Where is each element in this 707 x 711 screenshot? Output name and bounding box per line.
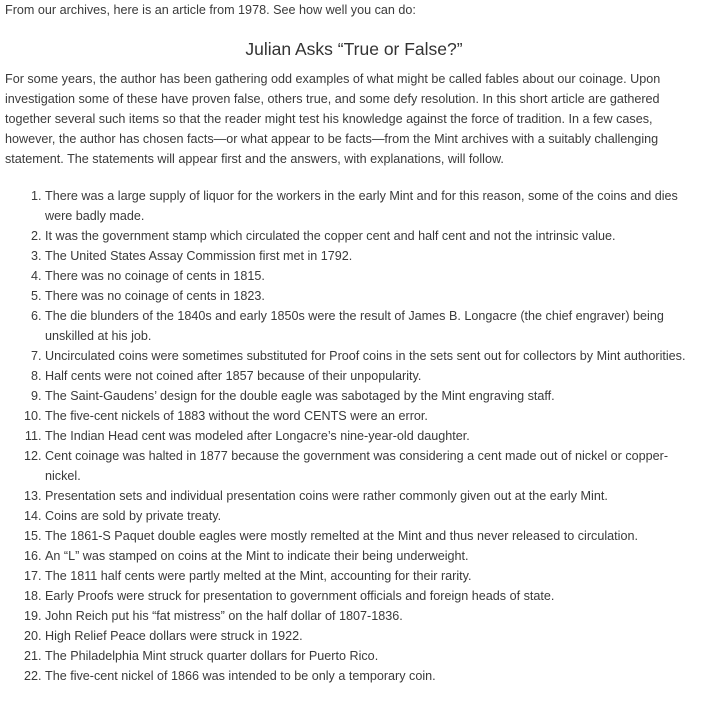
statement-item: 16. An “L” was stamped on coins at the Mint to indicate their being underweight.	[45, 546, 703, 566]
statement-item: 6. The die blunders of the 1840s and early 1850s were the result of James B. Longacre (the chief engraver) being unskilled at his job.	[45, 306, 703, 346]
statement-item: 11. The Indian Head cent was modeled after Longacre’s nine-year-old daughter.	[45, 426, 703, 446]
statement-item: 7. Uncirculated coins were sometimes substituted for Proof coins in the sets sent out for collectors by Mint authorities.	[45, 346, 703, 366]
statement-item: 8. Half cents were not coined after 1857 because of their unpopularity.	[45, 366, 703, 386]
statement-item: 20. High Relief Peace dollars were struck in 1922.	[45, 626, 703, 646]
article-title: Julian Asks “True or False?”	[245, 39, 463, 59]
statement-item: 15. The 1861-S Paquet double eagles were mostly remelted at the Mint and thus never released to circulation.	[45, 526, 703, 546]
statements-list	[5, 186, 703, 686]
statement-item: 2. It was the government stamp which circulated the copper cent and half cent and not the intrinsic value.	[45, 226, 703, 246]
statement-item: 12. Cent coinage was halted in 1877 because the government was considering a cent made out of nickel or copper-nickel.	[45, 446, 703, 486]
intro-text: From our archives, here is an article from 1978. See how well you can do:	[5, 3, 416, 17]
lead-paragraph: For some years, the author has been gathering odd examples of what might be called fables about our coinage. Upon investigation some of these have proven false, others true, and some defy resolution. In this short article are gathered together several such items so that the reader might test his knowledge against the force of tradition. In a few cases, however, the author has chosen facts—or what appear to be facts—from the Mint archives with a suitably challenging statement. The statements will appear first and the answers, with explanations, will follow.	[5, 72, 661, 166]
statement-item: 19. John Reich put his “fat mistress” on the half dollar of 1807-1836.	[45, 606, 703, 626]
statement-item: 9. The Saint-Gaudens’ design for the double eagle was sabotaged by the Mint engraving staff.	[45, 386, 703, 406]
statement-item: 17. The 1811 half cents were partly melted at the Mint, accounting for their rarity.	[45, 566, 703, 586]
statement-item: 21. The Philadelphia Mint struck quarter dollars for Puerto Rico.	[45, 646, 703, 666]
statement-item: 18. Early Proofs were struck for presentation to government officials and foreign heads of state.	[45, 586, 703, 606]
statement-item: 22. The five-cent nickel of 1866 was intended to be only a temporary coin.	[45, 666, 703, 686]
statement-item: 13. Presentation sets and individual presentation coins were rather commonly given out at the early Mint.	[45, 486, 703, 506]
statement-item: 14. Coins are sold by private treaty.	[45, 506, 703, 526]
statement-item: 4. There was no coinage of cents in 1815.	[45, 266, 703, 286]
statement-item: 3. The United States Assay Commission first met in 1792.	[45, 246, 703, 266]
statement-item: 1. There was a large supply of liquor for the workers in the early Mint and for this reason, some of the coins and dies were badly made.	[45, 186, 703, 226]
statement-item: 10. The five-cent nickels of 1883 without the word CENTS were an error.	[45, 406, 703, 426]
statement-item: 5. There was no coinage of cents in 1823.	[45, 286, 703, 306]
